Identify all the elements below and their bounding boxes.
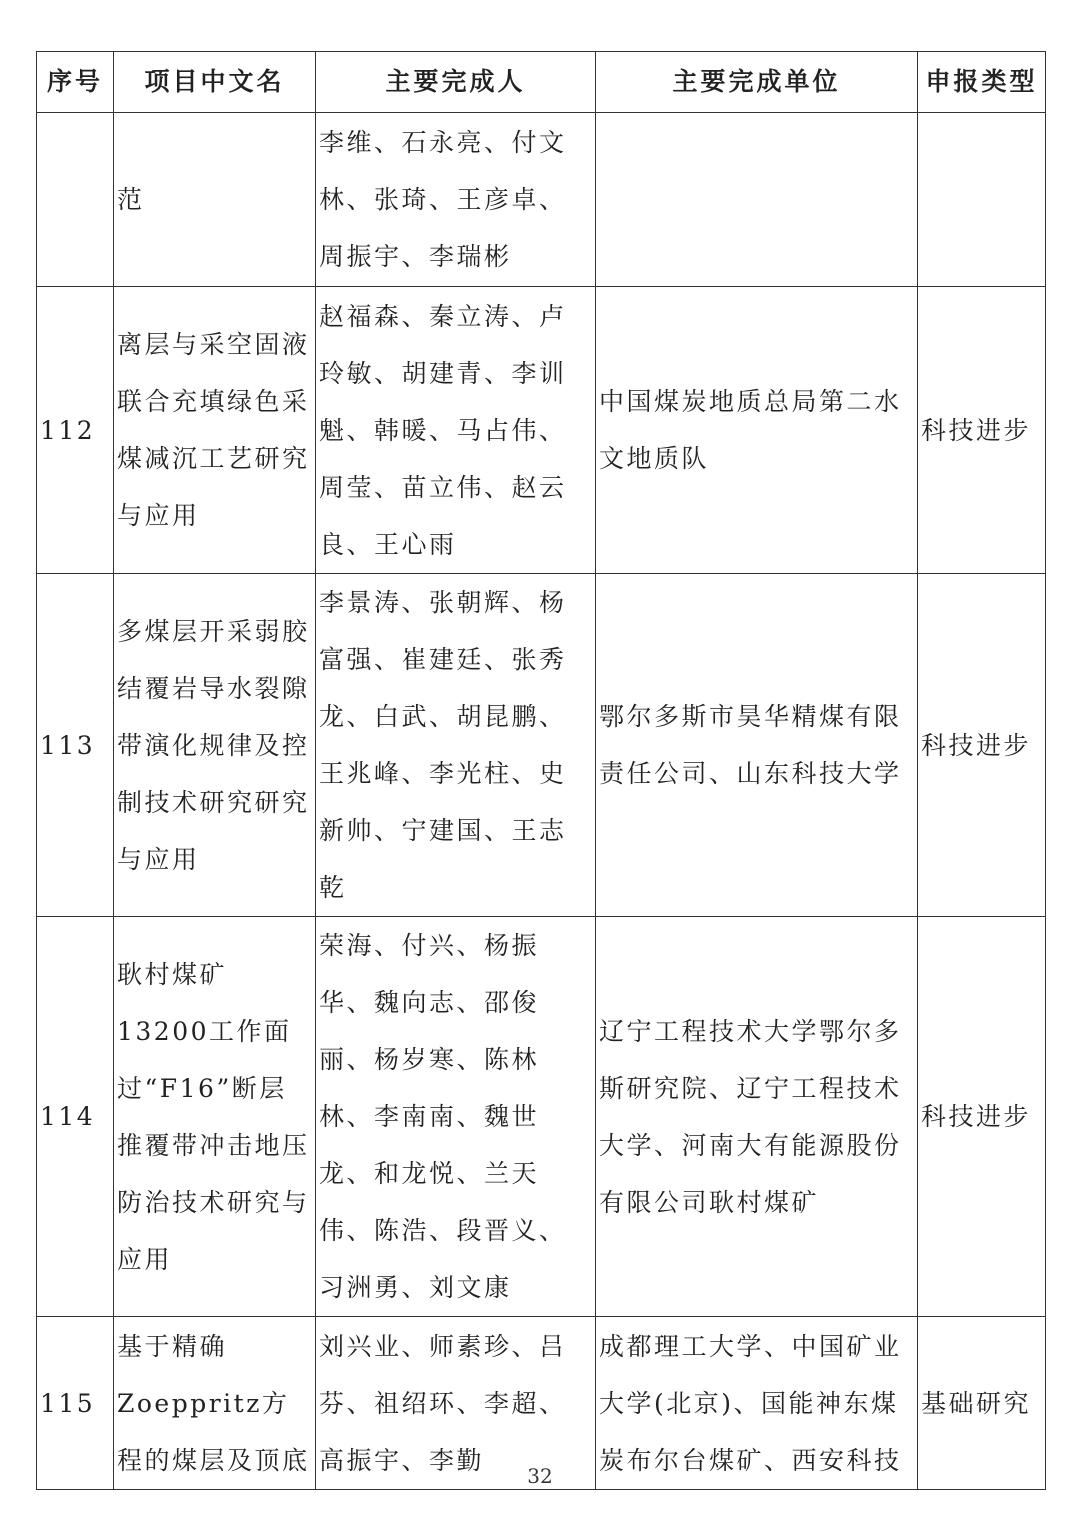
table-row (37, 574, 1046, 917)
award-type-cell: 科技进步 (918, 574, 1046, 917)
serial-cell: 114 (37, 917, 114, 1317)
units-cell: 辽宁工程技术大学鄂尔多斯研究院、辽宁工程技术大学、河南大有能源股份有限公司耿村煤矿 (596, 917, 918, 1317)
page-number: 32 (527, 1464, 553, 1488)
header-award-type: 申报类型 (918, 52, 1046, 113)
units-cell: 成都理工大学、中国矿业大学(北京)、国能神东煤炭布尔台煤矿、西安科技 (596, 1317, 918, 1490)
serial-cell (37, 113, 114, 287)
project-name-cell: 离层与采空固液联合充填绿色采煤减沉工艺研究与应用 (114, 287, 316, 574)
awards-table (36, 51, 1046, 1490)
project-name-cell: 多煤层开采弱胶结覆岩导水裂隙带演化规律及控制技术研究研究与应用 (114, 574, 316, 917)
header-project-name: 项目中文名 (114, 52, 316, 113)
table-row (37, 917, 1046, 1317)
serial-cell: 115 (37, 1317, 114, 1490)
contributors-cell: 李景涛、张朝辉、杨富强、崔建廷、张秀龙、白武、胡昆鹏、王兆峰、李光柱、史新帅、宁建国、王志乾 (316, 574, 596, 917)
table-row (37, 113, 1046, 287)
header-row (37, 52, 1046, 113)
project-name-cell: 基于精确Zoeppritz方程的煤层及顶底 (114, 1317, 316, 1490)
project-name-cell: 耿村煤矿13200工作面过“F16”断层推覆带冲击地压防治技术研究与应用 (114, 917, 316, 1317)
serial-cell: 112 (37, 287, 114, 574)
contributors-cell: 刘兴业、师素珍、吕芬、祖绍环、李超、高振宇、李勤 (316, 1317, 596, 1490)
award-type-cell: 科技进步 (918, 287, 1046, 574)
header-main-contributors: 主要完成人 (316, 52, 596, 113)
award-type-cell: 基础研究 (918, 1317, 1046, 1490)
contributors-cell: 李维、石永亮、付文林、张琦、王彦卓、周振宇、李瑞彬 (316, 113, 596, 287)
header-main-units: 主要完成单位 (596, 52, 918, 113)
serial-cell: 113 (37, 574, 114, 917)
header-serial: 序号 (37, 52, 114, 113)
table-row (37, 287, 1046, 574)
contributors-cell: 荣海、付兴、杨振华、魏向志、邵俊丽、杨岁寒、陈林林、李南南、魏世龙、和龙悦、兰天伟、陈浩、段晋义、习洲勇、刘文康 (316, 917, 596, 1317)
contributors-cell: 赵福森、秦立涛、卢玲敏、胡建青、李训魁、韩暖、马占伟、周莹、苗立伟、赵云良、王心雨 (316, 287, 596, 574)
units-cell: 中国煤炭地质总局第二水文地质队 (596, 287, 918, 574)
award-type-cell: 科技进步 (918, 917, 1046, 1317)
award-type-cell (918, 113, 1046, 287)
project-name-cell: 范 (114, 113, 316, 287)
units-cell: 鄂尔多斯市昊华精煤有限责任公司、山东科技大学 (596, 574, 918, 917)
units-cell (596, 113, 918, 287)
